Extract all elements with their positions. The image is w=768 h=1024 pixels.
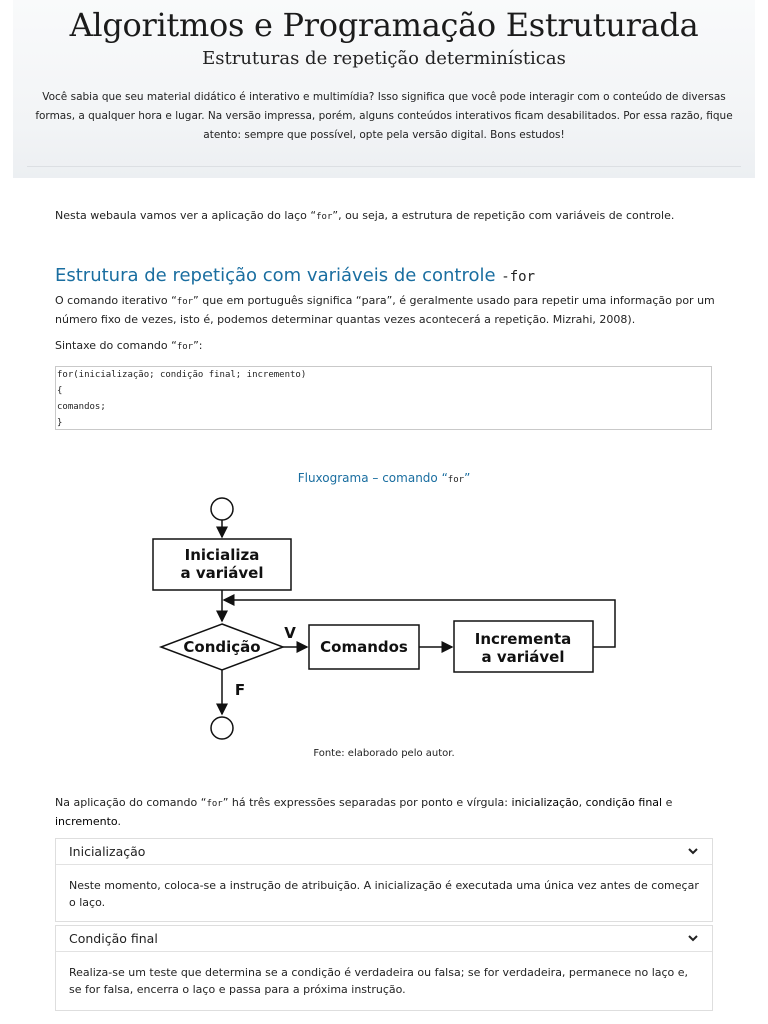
term-init: inicialização: [511, 796, 579, 809]
false-label: F: [234, 681, 246, 699]
code-line: for(inicialização; condição final; incremento): [57, 370, 307, 380]
accordion-header-final-condition[interactable]: [56, 926, 712, 952]
term-increment: incremento: [55, 815, 118, 828]
intro-paragraph: Nesta webaula vamos ver a aplicação do laço “for”, ou seja, a estrutura de repetição com variáveis de controle.: [55, 209, 675, 222]
accordion-final-condition: [55, 925, 713, 1011]
syntax-label: Sintaxe do comando “for”:: [55, 339, 203, 352]
condition-label: Condição: [183, 638, 261, 656]
figure-source: Fonte: elaborado pelo autor.: [313, 748, 455, 759]
init-label-1: Inicializa: [184, 546, 260, 564]
for-flowchart: [145, 492, 625, 742]
start-node: [211, 498, 233, 520]
code-line: }: [57, 418, 63, 428]
accordion-header-initialization[interactable]: [56, 839, 712, 865]
syntax-code-block: [55, 366, 712, 430]
true-label: V: [284, 624, 296, 642]
header-divider: [27, 166, 741, 167]
accordion-body: Neste momento, coloca-se a instrução de atribuição. A inicialização é executada uma única vez antes de começar o laço.: [69, 879, 699, 909]
section-description: O comando iterativo “for” que em português significa “para”, é geralmente usado para repetir uma informação por um número fixo de vezes, isto é, podemos determinar quantas vezes acontecerá a repetição. Mizrahi, 2008).: [55, 294, 715, 326]
code-line: {: [57, 386, 63, 396]
increment-label-2: a variável: [481, 648, 565, 666]
chevron-down-icon[interactable]: [688, 926, 698, 951]
code-line: comandos;: [57, 402, 106, 412]
increment-label-1: Incrementa: [474, 630, 572, 648]
digital-notice: Você sabia que seu material didático é interativo e multimídia? Isso significa que você pode interagir com o conteúdo de diversas formas, a qualquer hora e lugar. Na versão impressa, porém, alguns conteúdos interativos ficam desabilitados. Por essa razão, fique atento: sempre que possível, opte pela versão digital. Bons estudos!: [35, 91, 733, 141]
accordion-body: Realiza-se um teste que determina se a condição é verdadeira ou falsa; se for verdadeira, permanece no laço e, se for falsa, encerra o laço e passa para a próxima instrução.: [69, 966, 689, 996]
end-node: [211, 717, 233, 739]
term-condition: condição final: [585, 796, 663, 809]
accordion-initialization: [55, 838, 713, 922]
figure-title: Fluxograma – comando “for”: [297, 471, 471, 485]
commands-label: Comandos: [320, 638, 408, 656]
page-subtitle: Estruturas de repetição determinísticas: [202, 48, 566, 69]
section-heading: Estrutura de repetição com variáveis de controle -for: [55, 265, 536, 286]
inline-code: for: [316, 212, 333, 222]
accordion-title: Inicialização: [69, 844, 146, 859]
chevron-down-icon[interactable]: [688, 839, 698, 864]
page-title: Algoritmos e Programação Estruturada: [69, 6, 699, 44]
usage-paragraph: Na aplicação do comando “for” há três expressões separadas por ponto e vírgula: inicialização, condição final e incremento.: [55, 796, 673, 828]
page-header: [13, 0, 755, 178]
init-label-2: a variável: [180, 564, 264, 582]
accordion-title: Condição final: [69, 931, 158, 946]
